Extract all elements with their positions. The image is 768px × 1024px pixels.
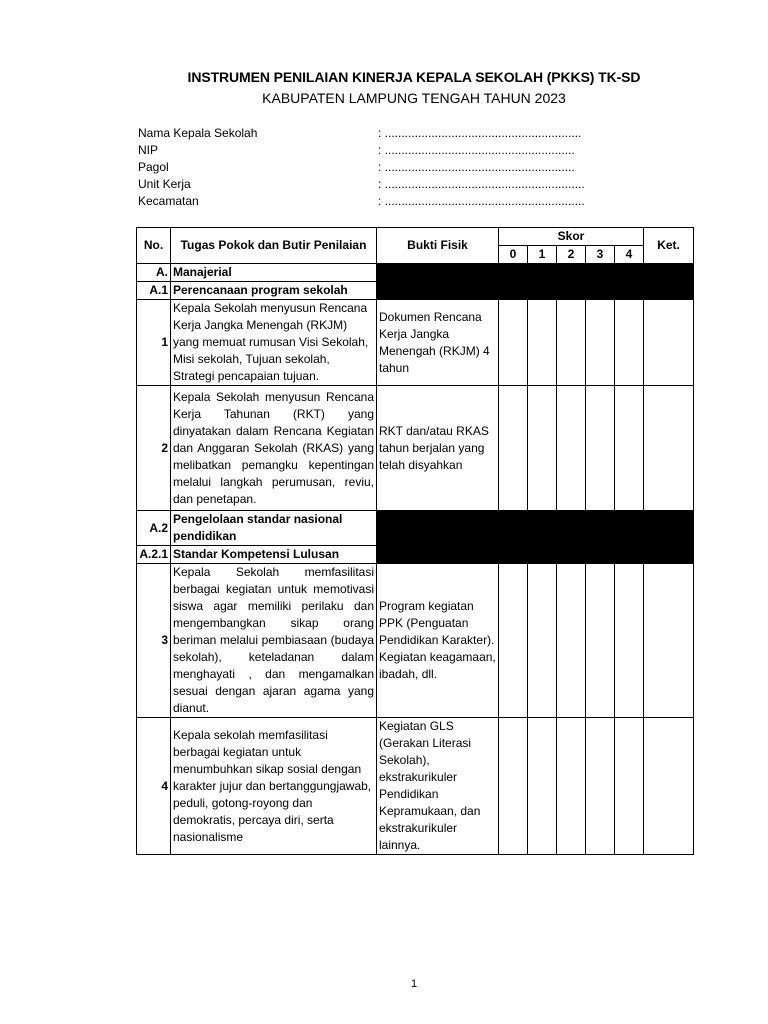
item-description: Kepala Sekolah menyusun Rencana Kerja Jangka Menengah (RKJM) yang memuat rumusan Visi Sekolah, Misi sekolah, Tujuan sekolah, Strategi pencapaian tujuan.	[171, 300, 377, 386]
item-evidence: RKT dan/atau RKAS tahun berjalan yang telah disyahkan	[377, 386, 499, 511]
header-tugas: Tugas Pokok dan Butir Penilaian	[171, 228, 377, 264]
score-cell-3[interactable]	[586, 718, 615, 855]
header-bukti: Bukti Fisik	[377, 228, 499, 264]
section-no: A.2	[137, 511, 171, 546]
score-header-0: 0	[499, 246, 528, 264]
score-cell-1[interactable]	[528, 300, 557, 386]
identity-value: : ............................................................	[378, 194, 585, 208]
section-label: Pengelolaan standar nasional pendidikan	[171, 511, 377, 546]
header-skor: Skor	[499, 228, 644, 246]
section-label: Manajerial	[171, 264, 377, 282]
score-cell-4[interactable]	[615, 718, 644, 855]
item-row-1	[137, 300, 694, 386]
ket-cell[interactable]	[644, 300, 694, 386]
section-row-a2	[137, 511, 694, 546]
identity-value: : ...........................................................	[378, 126, 582, 140]
identity-value: : ............................................................	[378, 177, 585, 191]
score-header-4: 4	[615, 246, 644, 264]
identity-label: NIP	[138, 143, 159, 157]
section-no: A.	[137, 264, 171, 282]
document-title: INSTRUMEN PENILAIAN KINERJA KEPALA SEKOLAH (PKKS) TK-SD	[187, 69, 641, 85]
ket-cell[interactable]	[644, 564, 694, 718]
score-cell-0[interactable]	[499, 718, 528, 855]
ket-cell[interactable]	[644, 386, 694, 511]
section-no: A.2.1	[137, 546, 171, 564]
identity-value: : .........................................................	[378, 160, 575, 174]
page-number: 1	[410, 978, 418, 990]
item-row-3	[137, 564, 694, 718]
section-row-a21	[137, 546, 694, 564]
blackout-cell	[377, 282, 694, 300]
score-cell-4[interactable]	[615, 386, 644, 511]
identity-label: Pagol	[138, 160, 169, 174]
score-cell-4[interactable]	[615, 300, 644, 386]
document-subtitle: KABUPATEN LAMPUNG TENGAH TAHUN 2023	[262, 90, 566, 106]
score-cell-0[interactable]	[499, 386, 528, 511]
score-cell-2[interactable]	[557, 300, 586, 386]
score-header-1: 1	[528, 246, 557, 264]
item-evidence: Kegiatan GLS (Gerakan Literasi Sekolah), ekstrakurikuler Pendidikan Kepramukaan, dan ekstrakurikuler lainnya.	[377, 718, 499, 855]
section-label: Standar Kompetensi Lulusan	[171, 546, 377, 564]
section-label: Perencanaan program sekolah	[171, 282, 377, 300]
score-header-3: 3	[586, 246, 615, 264]
score-cell-1[interactable]	[528, 386, 557, 511]
header-no: No.	[137, 228, 171, 264]
ket-cell[interactable]	[644, 718, 694, 855]
section-row-a	[137, 264, 694, 282]
section-no: A.1	[137, 282, 171, 300]
blackout-cell	[377, 511, 694, 546]
score-cell-1[interactable]	[528, 564, 557, 718]
item-row-4	[137, 718, 694, 855]
score-cell-3[interactable]	[586, 300, 615, 386]
section-row-a1	[137, 282, 694, 300]
score-cell-1[interactable]	[528, 718, 557, 855]
item-no: 2	[137, 386, 171, 511]
blackout-cell	[377, 546, 694, 564]
score-cell-0[interactable]	[499, 300, 528, 386]
score-cell-2[interactable]	[557, 386, 586, 511]
assessment-table	[136, 227, 694, 855]
score-cell-3[interactable]	[586, 564, 615, 718]
item-evidence: Dokumen Rencana Kerja Jangka Menengah (RKJM) 4 tahun	[377, 300, 499, 386]
score-cell-4[interactable]	[615, 564, 644, 718]
item-row-2	[137, 386, 694, 511]
item-description: Kepala Sekolah memfasilitasi berbagai kegiatan untuk memotivasi siswa agar memiliki perilaku dan mengembangkan sikap orang beriman melalui pembiasaan (budaya sekolah), keteladanan dalam menghayati , dan mengamalkan sesuai dengan ajaran agama yang dianut.	[171, 564, 377, 718]
item-no: 3	[137, 564, 171, 718]
score-cell-2[interactable]	[557, 718, 586, 855]
score-header-2: 2	[557, 246, 586, 264]
item-description: Kepala sekolah memfasilitasi berbagai kegiatan untuk menumbuhkan sikap sosial dengan karakter jujur dan bertanggungjawab, peduli, gotong-royong dan demokratis, percaya diri, serta nasionalisme	[171, 718, 377, 855]
identity-value: : .........................................................	[378, 143, 575, 157]
score-cell-2[interactable]	[557, 564, 586, 718]
header-ket: Ket.	[644, 228, 694, 264]
item-no: 1	[137, 300, 171, 386]
item-evidence: Program kegiatan PPK (Penguatan Pendidikan Karakter). Kegiatan keagamaan, ibadah, dll.	[377, 564, 499, 718]
score-cell-0[interactable]	[499, 564, 528, 718]
item-no: 4	[137, 718, 171, 855]
identity-label: Nama Kepala Sekolah	[138, 126, 258, 140]
blackout-cell	[377, 264, 694, 282]
score-cell-3[interactable]	[586, 386, 615, 511]
identity-label: Kecamatan	[138, 194, 199, 208]
item-description: Kepala Sekolah menyusun Rencana Kerja Tahunan (RKT) yang dinyatakan dalam Rencana Kegiatan dan Anggaran Sekolah (RKAS) yang melibatkan pemangku kepentingan melalui langkah perumusan, reviu, dan penetapan.	[171, 386, 377, 511]
identity-label: Unit Kerja	[138, 177, 191, 191]
